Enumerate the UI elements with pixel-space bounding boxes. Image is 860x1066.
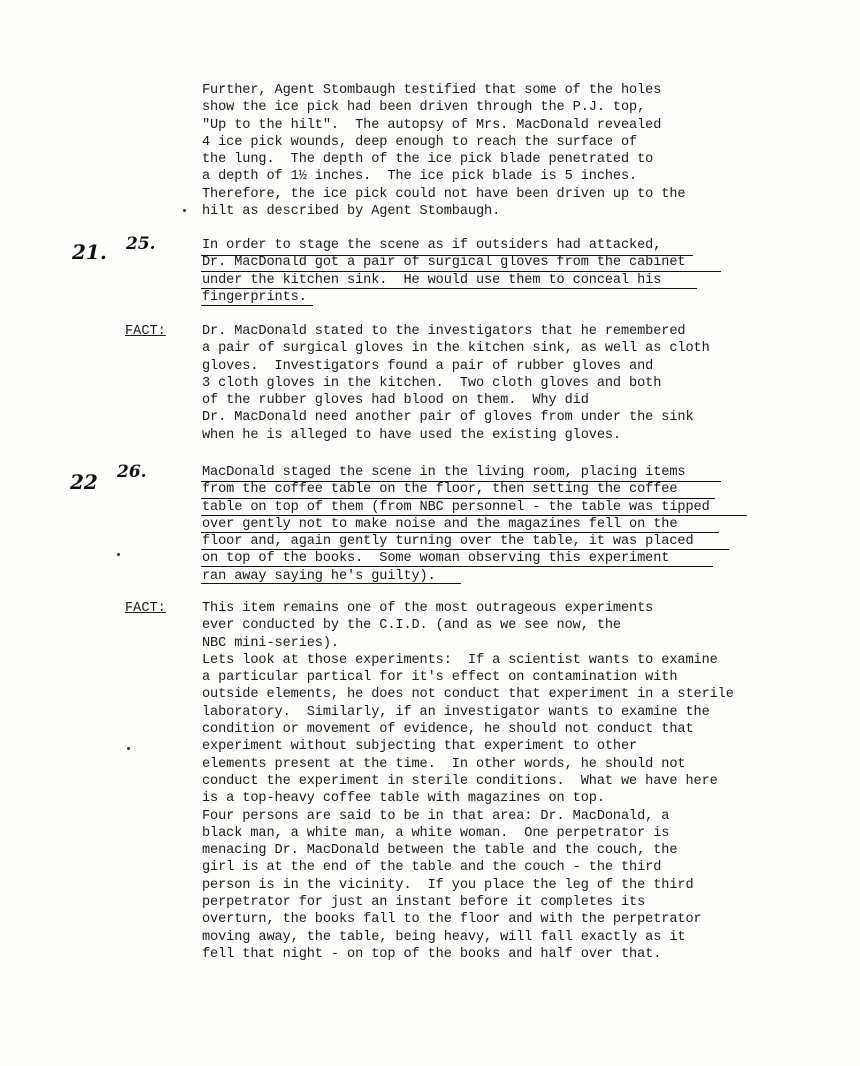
- underline: [201, 583, 461, 584]
- fact-label-2: FACT:: [125, 601, 166, 616]
- underline: [201, 481, 721, 482]
- margin-dot: [117, 553, 120, 556]
- fact-label: FACT:: [125, 324, 166, 339]
- item-26-fact: This item remains one of the most outrageous experiments ever conducted by the C.I.D. (and as we see now, the NBC mini-series). Lets look at those experiments: If a scientist wants to examine a particular partical for it's effect on contamination with outside elements, he does not conduct that experiment in a sterile laboratory. Similarly, if an investigator wants to examine the condition or movement of evidence, he should not conduct that experiment without subjecting that experiment to other elements present at the time. In other words, he should not conduct the experiment in sterile conditions. What we have here is a top-heavy coffee table with magazines on top. Four persons are said to be in that area: Dr. MacDonald, a black man, a white man, a white woman. One perpetrator is menacing Dr. MacDonald between the table and the couch, the girl is at the end of the table and the couch - the third person is in the vicinity. If you place the leg of the third perpetrator for just an instant before it completes its overturn, the books fall to the floor and with the perpetrator moving away, the table, being heavy, will fall exactly as it fell that night - on top of the books and half over that.: [202, 601, 734, 962]
- underline: [201, 566, 713, 567]
- underline: [201, 255, 693, 256]
- intro-paragraph: Further, Agent Stombaugh testified that some of the holes show the ice pick had been driven through the P.J. top, "Up to the hilt". The autopsy of Mrs. MacDonald revealed 4 ice pick wounds, deep enough to reach the surface of the lung. The depth of the ice pick blade penetrated to a depth of 1½ inches. The ice pick blade is 5 inches. Therefore, the ice pick could not have been driven up to the hilt as described by Agent Stombaugh.: [202, 83, 686, 220]
- underline: [201, 305, 313, 306]
- underline: [201, 288, 697, 289]
- underline: [201, 515, 747, 516]
- item-25-fact: Dr. MacDonald stated to the investigators that he remembered a pair of surgical gloves in the kitchen sink, as well as cloth gloves. Investigators found a pair of rubber gloves and 3 cloth gloves in the kitchen. Two cloth gloves and both of the rubber gloves had blood on them. Why did Dr. MacDonald need another pair of gloves from under the sink when he is alleged to have used the existing gloves.: [202, 324, 710, 443]
- underline: [201, 532, 719, 533]
- underline: [201, 549, 729, 550]
- margin-dot: [183, 209, 186, 212]
- item-number-26: 26.: [117, 462, 147, 482]
- handwritten-item-number-21: 21.: [72, 240, 107, 264]
- item-26-claim: MacDonald staged the scene in the living room, placing items from the coffee table on the floor, then setting the coffee table on top of them (from NBC personnel - the table was tipped over gently not to make noise and the magazines fell on the floor and, again gently turning over the table, it was placed on top of the books. Some woman observing this experiment ran away saying he's guilty).: [202, 465, 710, 584]
- margin-dot: [127, 747, 130, 750]
- handwritten-item-number-22: 22: [70, 470, 98, 494]
- underline: [201, 498, 715, 499]
- underline: [201, 271, 721, 272]
- item-number-25: 25.: [126, 234, 156, 254]
- item-25-claim: In order to stage the scene as if outsiders had attacked, Dr. MacDonald got a pair of surgical gloves from the cabinet under the kitchen sink. He would use them to conceal his fingerprints.: [202, 238, 686, 305]
